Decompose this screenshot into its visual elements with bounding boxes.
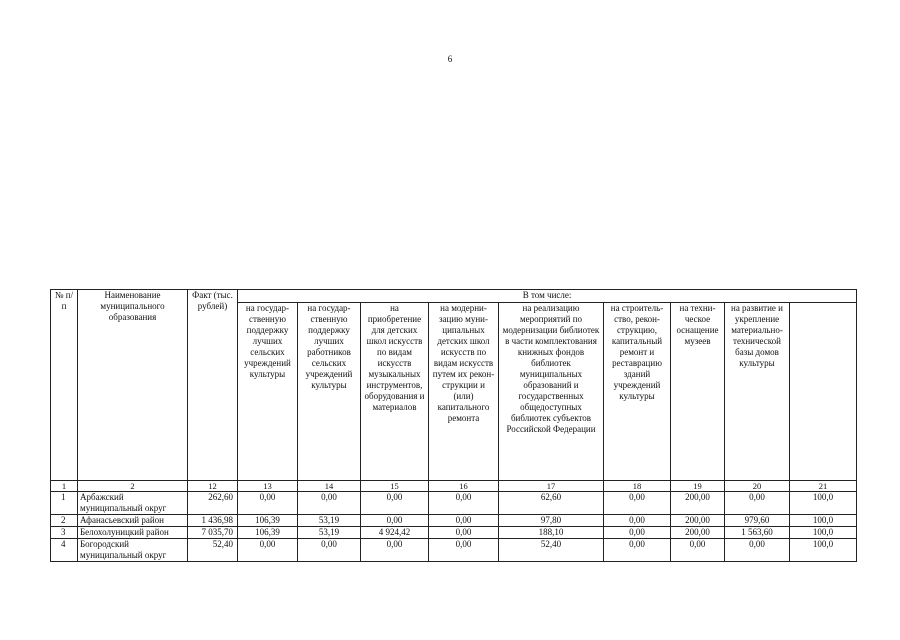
cell-value: 0,00 bbox=[671, 539, 725, 562]
table-row bbox=[51, 515, 857, 527]
municipality-name: Афанасьевский район bbox=[78, 515, 188, 527]
cell-value: 200,00 bbox=[671, 527, 725, 539]
header-num: № п/п bbox=[51, 290, 78, 481]
cell-value: 106,39 bbox=[238, 527, 298, 539]
row-number: 3 bbox=[51, 527, 78, 539]
table-row bbox=[51, 539, 857, 562]
cell-value: 0,00 bbox=[429, 492, 499, 515]
cell-value: 979,60 bbox=[725, 515, 790, 527]
column-number: 19 bbox=[671, 481, 725, 492]
column-number: 17 bbox=[499, 481, 604, 492]
cell-value: 52,40 bbox=[499, 539, 604, 562]
column-number: 18 bbox=[604, 481, 671, 492]
budget-table bbox=[50, 289, 857, 562]
cell-value: 0,00 bbox=[604, 527, 671, 539]
cell-value: 0,00 bbox=[238, 492, 298, 515]
cell-value: 4 924,42 bbox=[361, 527, 429, 539]
cell-value: 97,80 bbox=[499, 515, 604, 527]
header-sub-14: на государ-ственную поддержку лучших работников сельских учреждений культуры bbox=[298, 303, 361, 481]
cell-value: 53,19 bbox=[298, 515, 361, 527]
cell-value: 200,00 bbox=[671, 492, 725, 515]
header-fact: Факт (тыс. рублей) bbox=[188, 290, 238, 481]
cell-value: 0,00 bbox=[725, 539, 790, 562]
cell-value: 0,00 bbox=[298, 539, 361, 562]
column-number-row bbox=[51, 481, 857, 492]
fact-value: 1 436,98 bbox=[188, 515, 238, 527]
header-sub-19: на техни-ческое оснащение музеев bbox=[671, 303, 725, 481]
row-number: 1 bbox=[51, 492, 78, 515]
cell-value: 0,00 bbox=[604, 539, 671, 562]
cell-value: 0,00 bbox=[604, 492, 671, 515]
cell-value: 106,39 bbox=[238, 515, 298, 527]
column-number: 16 bbox=[429, 481, 499, 492]
cell-value: 100,0 bbox=[790, 527, 857, 539]
table-row bbox=[51, 492, 857, 515]
column-number: 1 bbox=[51, 481, 78, 492]
header-sub-20: на развитие и укрепление материально-технической базы домов культуры bbox=[725, 303, 790, 481]
cell-value: 53,19 bbox=[298, 527, 361, 539]
table-row bbox=[51, 527, 857, 539]
cell-value: 0,00 bbox=[429, 539, 499, 562]
fact-value: 262,60 bbox=[188, 492, 238, 515]
header-sub-15: на приобретение для детских школ искусств по видам искусств музыкальных инструментов, оборудования и материалов bbox=[361, 303, 429, 481]
column-number: 12 bbox=[188, 481, 238, 492]
column-number: 2 bbox=[78, 481, 188, 492]
municipality-name: Богородский муниципальный округ bbox=[78, 539, 188, 562]
header-sub-21 bbox=[790, 303, 857, 481]
fact-value: 7 035,70 bbox=[188, 527, 238, 539]
column-number: 13 bbox=[238, 481, 298, 492]
header-sub-17: на реализацию мероприятий по модернизации библиотек в части комплектования книжных фондов библиотек муниципальных образований и государственных общедоступных библиотек субъектов Российской Федерации bbox=[499, 303, 604, 481]
cell-value: 100,0 bbox=[790, 492, 857, 515]
cell-value: 0,00 bbox=[361, 492, 429, 515]
cell-value: 0,00 bbox=[725, 492, 790, 515]
header-sub-18: на строитель-ство, рекон-струкцию, капитальный ремонт и реставрацию зданий учреждений культуры bbox=[604, 303, 671, 481]
header-sub-13: на государ-ственную поддержку лучших сельских учреждений культуры bbox=[238, 303, 298, 481]
column-number: 20 bbox=[725, 481, 790, 492]
cell-value: 62,60 bbox=[499, 492, 604, 515]
cell-value: 0,00 bbox=[361, 539, 429, 562]
cell-value: 0,00 bbox=[361, 515, 429, 527]
cell-value: 0,00 bbox=[429, 527, 499, 539]
cell-value: 200,00 bbox=[671, 515, 725, 527]
column-number: 21 bbox=[790, 481, 857, 492]
row-number: 2 bbox=[51, 515, 78, 527]
cell-value: 100,0 bbox=[790, 539, 857, 562]
fact-value: 52,40 bbox=[188, 539, 238, 562]
cell-value: 0,00 bbox=[604, 515, 671, 527]
cell-value: 0,00 bbox=[238, 539, 298, 562]
page-number: 6 bbox=[447, 54, 453, 64]
column-number: 15 bbox=[361, 481, 429, 492]
header-row-top bbox=[51, 290, 857, 303]
cell-value: 0,00 bbox=[429, 515, 499, 527]
cell-value: 1 563,60 bbox=[725, 527, 790, 539]
cell-value: 0,00 bbox=[298, 492, 361, 515]
header-including: В том числе: bbox=[238, 290, 857, 303]
row-number: 4 bbox=[51, 539, 78, 562]
municipality-name: Арбажский муниципальный округ bbox=[78, 492, 188, 515]
header-name: Наименование муниципального образования bbox=[78, 290, 188, 481]
municipality-name: Белохолуницкий район bbox=[78, 527, 188, 539]
cell-value: 188,10 bbox=[499, 527, 604, 539]
column-number: 14 bbox=[298, 481, 361, 492]
header-sub-16: на модерни-зацию муни-ципальных детских школ искусств по видам искусств путем их рекон-струкции и (или) капитального ремонта bbox=[429, 303, 499, 481]
cell-value: 100,0 bbox=[790, 515, 857, 527]
